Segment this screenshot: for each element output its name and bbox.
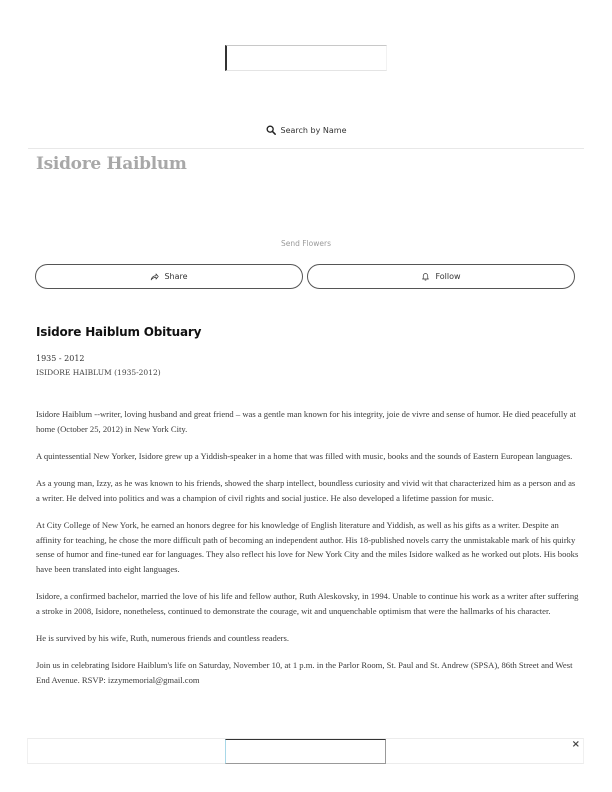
share-label: Share	[164, 272, 188, 281]
search-by-name-link[interactable]	[0, 122, 612, 138]
obituary-paragraph: Isidore Haiblum --writer, loving husband and great friend – was a gentle man known for his integrity, joie de vivre and sense of humor. He died peacefully at home (October 25, 2012) in New York City.	[36, 409, 576, 434]
obituary-caps-name: ISIDORE HAIBLUM (1935-2012)	[36, 368, 161, 377]
life-years: 1935 - 2012	[36, 354, 85, 363]
obituary-title: Isidore Haiblum Obituary	[36, 325, 202, 339]
obituary-paragraph: At City College of New York, he earned an honors degree for his knowledge of English literature and Yiddish, as well as his gifts as a writer. Despite an affinity for teaching, he chose the more difficult path of becoming an independent author. His 18-published novels carry the unmistakable mark of his quirky sense of humor and fine-tuned ear for languages. They also reflect his love for New York City and the miles Isidore walked as he worked out plots. His books have been translated into eight languages.	[36, 520, 579, 575]
obituary-paragraph: As a young man, Izzy, as he was known to his friends, showed the sharp intellect, boundless curiosity and vivid wit that characterized him as a person and as a writer. He delved into politics and was a champion of civil rights and social justice. He also developed a lifetime passion for music.	[36, 478, 576, 503]
obituary-paragraph: Isidore, a confirmed bachelor, married the love of his life and fellow author, Ruth Aleskovsky, in 1994. Unable to continue his work as a writer after suffering a stroke in 2008, Isidore, nonetheless, continued to demonstrate the courage, wit and unquenchable optimism that were the hallmarks of his character.	[36, 591, 579, 617]
top-ad-banner[interactable]	[225, 45, 387, 71]
follow-button[interactable]	[307, 264, 575, 289]
obituary-paragraph: A quintessential New Yorker, Isidore grew up a Yiddish-speaker in a home that was filled with music, books and the sounds of Eastern European languages.	[36, 450, 573, 461]
bottom-ad-frame[interactable]	[225, 739, 386, 764]
share-button[interactable]	[35, 264, 303, 289]
search-icon	[266, 125, 276, 135]
profile-name-heading: Isidore Haiblum	[36, 154, 187, 174]
bell-icon	[421, 272, 430, 281]
send-flowers-link[interactable]: Send Flowers	[281, 239, 331, 248]
bottom-ad-banner[interactable]	[27, 738, 584, 764]
obituary-paragraph: He is survived by his wife, Ruth, numerous friends and countless readers.	[36, 633, 289, 644]
search-by-name-label: Search by Name	[280, 125, 347, 135]
follow-label: Follow	[435, 272, 461, 281]
obituary-body	[36, 407, 581, 700]
share-icon	[150, 272, 159, 281]
close-icon[interactable]: ×	[571, 739, 580, 750]
header-divider	[28, 148, 584, 149]
obituary-paragraph: Join us in celebrating Isidore Haiblum's life on Saturday, November 10, at 1 p.m. in the Parlor Room, St. Paul and St. Andrew (SPSA), 86th Street and West End Avenue. RSVP: izzymemorial@gmail.com	[36, 660, 573, 686]
